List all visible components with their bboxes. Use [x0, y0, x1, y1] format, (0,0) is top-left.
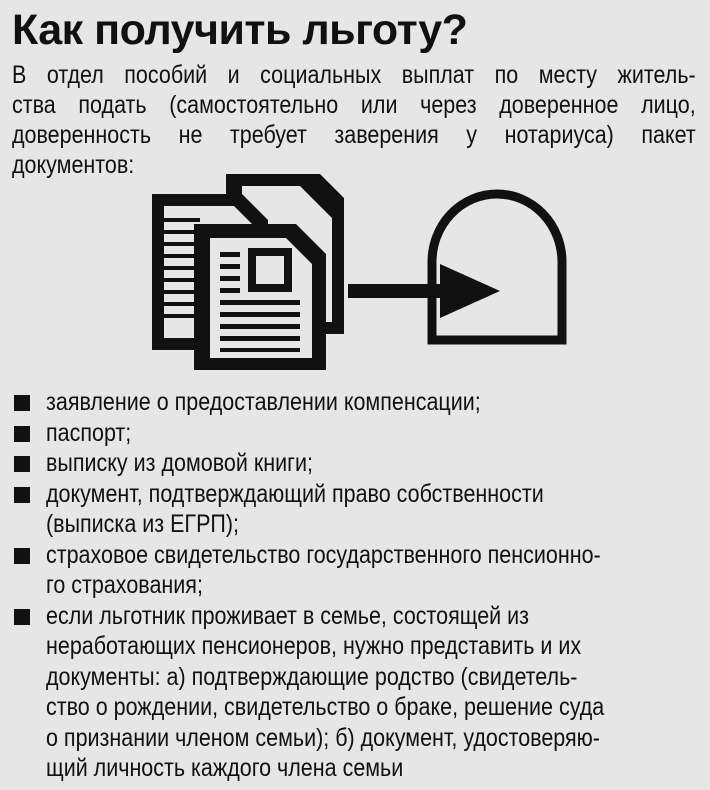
list-item: [12, 479, 696, 540]
list-item: [12, 448, 696, 479]
list-item-line: щий личность каждого члена семьи: [46, 754, 404, 782]
list-item-line: ство о рождении, свидетельство о браке, решение суда: [46, 693, 605, 721]
list-item-line: го страхования;: [46, 571, 203, 599]
list-item-line: документ, подтверждающий право собственности: [46, 479, 544, 508]
bullet-icon: [14, 487, 30, 503]
documents-list: [12, 387, 696, 784]
intro-line: ства подать (самостоятельно или через доверенное лицо,: [12, 91, 696, 119]
list-item: [12, 601, 696, 784]
list-item: [12, 418, 696, 449]
intro-line: В отдел пособий и социальных выплат по месту житель-: [12, 61, 696, 89]
arrow-right-icon: [348, 264, 500, 318]
intro-line: доверенность не требует заверения у нотариуса) пакет: [12, 121, 696, 149]
bullet-icon: [14, 456, 30, 472]
bullet-icon: [14, 426, 30, 442]
list-item-line: о признании членом семьи); б) документ, удостоверяю-: [46, 723, 600, 752]
bullet-icon: [14, 609, 30, 625]
list-item-line: (выписка из ЕГРП);: [46, 510, 240, 538]
list-item: [12, 540, 696, 601]
intro-line: документов:: [12, 151, 135, 179]
list-item-line: страховое свидетельство государственного пенсионно-: [46, 540, 601, 569]
list-item-line: неработающих пенсионеров, нужно представить и их: [46, 632, 582, 660]
bullet-icon: [14, 548, 30, 564]
page-title: Как получить льготу?: [12, 6, 468, 54]
bullet-icon: [14, 395, 30, 411]
intro-paragraph: [12, 60, 696, 180]
list-item-line: выписку из домовой книги;: [46, 449, 313, 477]
office-arch-icon: [432, 194, 562, 340]
documents-to-office-icon: [150, 172, 580, 372]
front-document-icon: [194, 224, 326, 370]
list-item-line: документы: а) подтверждающие родство (свидетель-: [46, 662, 578, 691]
list-item-line: паспорт;: [46, 418, 132, 447]
list-item: [12, 387, 696, 418]
list-item-line: если льготник проживает в семье, состоящей из: [46, 601, 530, 630]
list-item-line: заявление о предоставлении компенсации;: [46, 388, 481, 416]
